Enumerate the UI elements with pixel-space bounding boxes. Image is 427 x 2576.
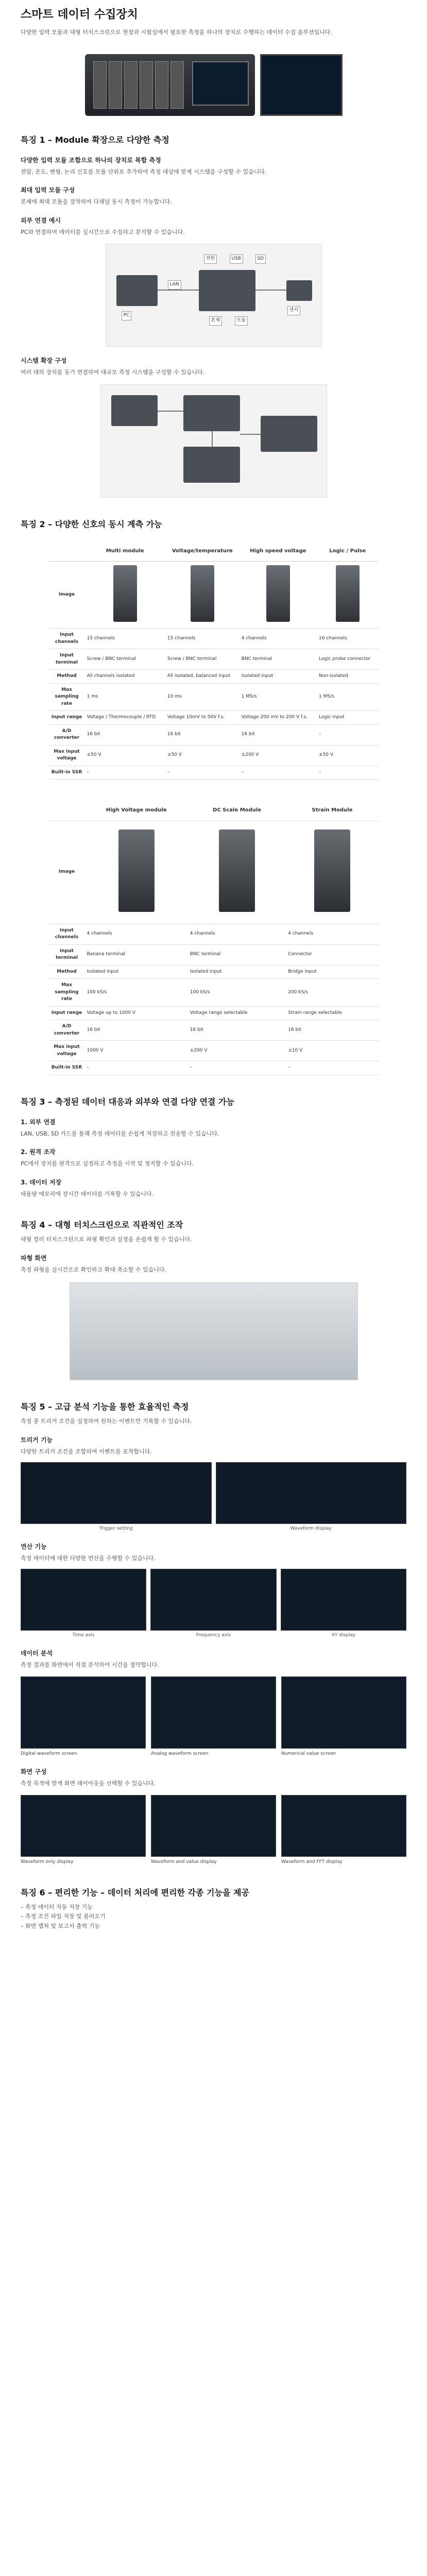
table-cell: BNC terminal <box>240 649 317 670</box>
table-cell: Voltage / Thermocouple / RTD <box>85 711 165 725</box>
table-row <box>49 821 379 924</box>
device-box <box>183 447 240 483</box>
table-row <box>49 766 379 779</box>
table-cell: ±200 V <box>240 745 317 766</box>
feature1-sub3: 외부 연결 예시 <box>21 216 61 224</box>
feature5-sub2: 연산 기능 <box>21 1543 47 1550</box>
module-image-cell <box>85 562 165 629</box>
table-cell: Voltage range selectable <box>188 1006 286 1020</box>
diagram-label: LAN <box>168 280 181 290</box>
table-cell: Banana terminal <box>85 944 188 965</box>
spec-table-2 <box>49 800 379 1075</box>
table-cell: – <box>317 766 378 779</box>
feature5-p3: 측정 데이터에 대한 다양한 연산을 수행할 수 있습니다. <box>21 1554 156 1562</box>
table-cell: Screw / BNC terminal <box>85 649 165 670</box>
feature4-p1: 대형 컬러 터치스크린으로 파형 확인과 설정을 손쉽게 할 수 있습니다. <box>21 1236 192 1243</box>
panel-image <box>281 1676 406 1749</box>
pc-box <box>116 275 158 306</box>
screenshot-caption: Trigger setting <box>99 1526 133 1531</box>
table-cell: 4 channels <box>286 924 378 944</box>
table-cell: 15 channels <box>165 629 240 649</box>
feature1-p4: 여러 대의 장치를 동기 연결하여 대규모 측정 시스템을 구성할 수 있습니다. <box>21 369 205 376</box>
table-cell: Bridge input <box>286 965 378 979</box>
table-header: Voltage/temperature <box>165 541 240 562</box>
feature5-p5: 측정 목적에 맞게 화면 레이아웃을 선택할 수 있습니다. <box>21 1780 156 1787</box>
panel-caption: Waveform and FFT display <box>281 1859 343 1865</box>
table-cell: Strain range selectable <box>286 1006 378 1020</box>
row-header: Input range <box>49 711 85 725</box>
feature5-p1: 측정 중 트리거 조건을 설정하여 원하는 이벤트만 기록할 수 있습니다. <box>21 1418 192 1425</box>
table-cell: ±10 V <box>286 1041 378 1061</box>
feature5-sub3: 데이터 분석 <box>21 1649 53 1657</box>
feature3-sub1: 1. 외부 연결 <box>21 1118 56 1126</box>
table-cell: 1 MS/s <box>240 683 317 711</box>
screenshot-block <box>21 1569 146 1639</box>
feature1-p3: PC와 연결하여 데이터를 실시간으로 수집하고 분석할 수 있습니다. <box>21 228 185 235</box>
diagram-label: 모듈 <box>235 316 248 326</box>
touchscreen-photo <box>70 1282 358 1380</box>
screenshot <box>216 1462 407 1524</box>
table-cell: Voltage up to 1000 V <box>85 1006 188 1020</box>
table-header: Logic / Pulse <box>317 541 378 562</box>
module-image <box>336 565 360 622</box>
table-row <box>49 979 379 1007</box>
feature4-p2: 측정 파형을 실시간으로 확인하고 확대 축소할 수 있습니다. <box>21 1266 166 1273</box>
module-slot <box>140 61 153 109</box>
connector-line <box>240 434 261 435</box>
table-cell: – <box>188 1061 286 1075</box>
panel-block <box>151 1676 276 1758</box>
module-image-cell <box>286 821 378 924</box>
table-row <box>49 649 379 670</box>
table-cell: All channels isolated <box>85 670 165 684</box>
module-slot <box>170 61 184 109</box>
row-header: Input range <box>49 1006 85 1020</box>
table-cell: ±50 V <box>165 745 240 766</box>
table-header: Multi module <box>85 541 165 562</box>
feature4-heading: 특징 4 – 대형 터치스크린으로 직관적인 조작 <box>21 1220 183 1230</box>
panel-block <box>21 1795 146 1866</box>
panel-caption: Waveform only display <box>21 1859 74 1865</box>
table-cell: 4 channels <box>240 629 317 649</box>
row-header: Built-in SSR <box>49 766 85 779</box>
table-header: Strain Module <box>286 800 378 821</box>
trigger-screenshots <box>21 1462 406 1533</box>
table-row <box>49 629 379 649</box>
module-image <box>118 829 155 912</box>
connector-line <box>158 411 183 412</box>
table-cell: 1 ms <box>85 683 165 711</box>
table-cell: Isolated input <box>85 965 188 979</box>
screen-image <box>260 54 343 116</box>
screenshot-caption: Frequency axis <box>196 1633 231 1638</box>
row-header: A/D converter <box>49 724 85 745</box>
feature5-sub1: 트리거 기능 <box>21 1436 53 1444</box>
diagram-label: SD <box>255 255 266 264</box>
row-header: Method <box>49 965 85 979</box>
feature1-sub1: 다양한 입력 모듈 조합으로 하나의 장치로 복합 측정 <box>21 156 161 164</box>
screenshot-block <box>216 1462 407 1533</box>
screenshot <box>21 1569 146 1631</box>
feature3-sub3: 3. 데이터 저장 <box>21 1178 62 1186</box>
row-header: Built-in SSR <box>49 1061 85 1075</box>
table-cell: 16 bit <box>85 724 165 745</box>
connector-line <box>212 431 213 447</box>
analysis-panels <box>21 1676 406 1758</box>
row-header: Max sampling rate <box>49 683 85 711</box>
feature1-p1: 전압, 온도, 변형, 논리 신호를 모듈 단위로 추가하여 측정 대상에 맞게 시스템을 구성할 수 있습니다. <box>21 168 267 175</box>
module-slot <box>109 61 122 109</box>
table-cell: – <box>85 766 165 779</box>
module-image-cell <box>85 821 188 924</box>
table-cell: Logic probe connector <box>317 649 378 670</box>
table-cell: 1000 V <box>85 1041 188 1061</box>
table-cell: 16 bit <box>165 724 240 745</box>
table-cell: 15 channels <box>85 629 165 649</box>
panel-image <box>151 1795 276 1857</box>
table-row <box>49 670 379 684</box>
layout-panels <box>21 1795 406 1866</box>
table-cell: – <box>240 766 317 779</box>
module-image <box>266 565 290 622</box>
feature6-list <box>21 1903 406 1931</box>
table-cell: Connector <box>286 944 378 965</box>
panel-image <box>21 1676 146 1749</box>
table-cell: Voltage 10mV to 50V f.s. <box>165 711 240 725</box>
table-cell: 100 kS/s <box>85 979 188 1007</box>
feature3-p2: PC에서 장치를 원격으로 설정하고 측정을 시작 및 정지할 수 있습니다. <box>21 1160 194 1167</box>
feature-item: – 측정 조건 파일 저장 및 불러오기 <box>21 1913 106 1920</box>
table-cell: ±50 V <box>85 745 165 766</box>
panel-image <box>281 1795 406 1857</box>
feature1-sub2: 최대 입력 모듈 구성 <box>21 187 75 194</box>
row-header: Max input voltage <box>49 745 85 766</box>
table-row <box>49 1006 379 1020</box>
table-cell: – <box>286 1061 378 1075</box>
diagram-label: PC <box>122 311 132 320</box>
module-image <box>191 565 214 622</box>
hero-image <box>21 52 406 118</box>
lead-text: 다양한 입력 모듈과 대형 터치스크린으로 현장과 시험실에서 필요한 측정을 하나의 장치로 수행하는 데이터 수집 솔루션입니다. <box>21 29 332 36</box>
system-diagram <box>100 384 327 498</box>
feature3-sub2: 2. 원격 조작 <box>21 1148 56 1156</box>
table-row <box>49 1061 379 1075</box>
feature1-sub4: 시스템 확장 구성 <box>21 357 67 364</box>
table-row <box>49 1020 379 1041</box>
feature4-sub1: 파형 화면 <box>21 1254 47 1262</box>
table-cell: Non-isolated <box>317 670 378 684</box>
module-image <box>219 829 255 912</box>
table-cell: 4 channels <box>85 924 188 944</box>
row-header: Input terminal <box>49 944 85 965</box>
table-cell: All isolated, balanced input <box>165 670 240 684</box>
feature6-heading: 특징 6 – 편리한 기능 – 데이터 처리에 편리한 각종 기능을 제공 <box>21 1887 249 1897</box>
table-header <box>49 800 85 821</box>
table1-heading: 특징 2 – 다양한 신호의 동시 계측 가능 <box>21 519 162 529</box>
screenshot-block <box>281 1569 406 1639</box>
table-header: High Voltage module <box>85 800 188 821</box>
table-row <box>49 1041 379 1061</box>
table-cell: 100 kS/s <box>188 979 286 1007</box>
feature3-heading: 특징 3 – 측정된 데이터 대응과 외부와 연결 다양 연결 가능 <box>21 1096 234 1107</box>
panel-block <box>151 1795 276 1866</box>
connection-diagram <box>106 244 322 347</box>
row-header: Method <box>49 670 85 684</box>
feature5-heading: 특징 5 – 고급 분석 기능을 통한 효율적인 측정 <box>21 1402 189 1412</box>
row-header: Input terminal <box>49 649 85 670</box>
table-cell: 16 bit <box>85 1020 188 1041</box>
table-cell: 16 channels <box>317 629 378 649</box>
feature1-p2: 본체에 최대 모듈을 장착하여 다채널 동시 측정이 가능합니다. <box>21 198 172 205</box>
pc-box <box>111 395 158 426</box>
device-image <box>85 54 255 116</box>
table-cell: – <box>85 1061 188 1075</box>
panel-block <box>281 1676 406 1758</box>
table-row <box>49 724 379 745</box>
diagram-label: 본체 <box>209 316 222 326</box>
row-header: Image <box>49 562 85 629</box>
feature-item: – 측정 데이터 자동 저장 기능 <box>21 1903 93 1910</box>
row-header: Input channels <box>49 629 85 649</box>
panel-block <box>281 1795 406 1866</box>
panel-caption: Waveform and value display <box>151 1859 217 1865</box>
connector-line <box>255 290 286 291</box>
table-row <box>49 965 379 979</box>
table-cell: Isolated input <box>188 965 286 979</box>
module-slot <box>155 61 168 109</box>
feature3-p1: LAN, USB, SD 카드를 통해 측정 데이터를 손쉽게 저장하고 전송할 수 있습니다. <box>21 1130 219 1137</box>
screenshot-caption: Waveform display <box>290 1526 332 1531</box>
feature5-sub4: 화면 구성 <box>21 1768 47 1775</box>
diagram-label: 센서 <box>287 306 300 315</box>
device-box <box>183 395 240 431</box>
feature3-p3: 대용량 메모리에 장시간 데이터를 기록할 수 있습니다. <box>21 1190 154 1197</box>
device-box <box>199 270 255 311</box>
table-cell: 16 bit <box>240 724 317 745</box>
table-row <box>49 745 379 766</box>
calc-screenshots <box>21 1569 406 1639</box>
screenshot-block <box>150 1569 276 1639</box>
panel-image <box>21 1795 146 1857</box>
device-screen <box>192 61 249 106</box>
panel-image <box>151 1676 276 1749</box>
table-row <box>49 562 379 629</box>
screenshot <box>150 1569 276 1631</box>
row-header: Max sampling rate <box>49 979 85 1007</box>
table-cell: BNC terminal <box>188 944 286 965</box>
table-cell: 200 kS/s <box>286 979 378 1007</box>
module-slot <box>124 61 138 109</box>
diagram-label: USB <box>230 255 243 264</box>
panel-caption: Analog waveform screen <box>151 1751 209 1756</box>
table-cell: – <box>317 724 378 745</box>
module-image-cell <box>188 821 286 924</box>
sensor-box <box>286 280 312 301</box>
table-cell: Voltage 200 mV to 200 V f.s. <box>240 711 317 725</box>
table-cell: Isolated input <box>240 670 317 684</box>
panel-block <box>21 1676 146 1758</box>
diagram-label: 전원 <box>204 255 217 264</box>
module-slot <box>93 61 107 109</box>
table-cell: Logic input <box>317 711 378 725</box>
feature5-p4: 측정 결과를 화면에서 직접 분석하여 시간을 절약합니다. <box>21 1661 159 1668</box>
table-cell: 4 channels <box>188 924 286 944</box>
row-header: Input channels <box>49 924 85 944</box>
table-header: DC Scale Module <box>188 800 286 821</box>
feature5-p2: 다양한 트리거 조건을 조합하여 이벤트를 포착합니다. <box>21 1448 152 1455</box>
screenshot <box>281 1569 406 1631</box>
table-row <box>49 924 379 944</box>
table-cell: – <box>165 766 240 779</box>
table-cell: ±200 V <box>188 1041 286 1061</box>
table-cell: Screw / BNC terminal <box>165 649 240 670</box>
table-cell: ±50 V <box>317 745 378 766</box>
table-header <box>49 541 85 562</box>
row-header: A/D converter <box>49 1020 85 1041</box>
page-title: 스마트 데이터 수집장치 <box>21 8 138 21</box>
spec-table-1 <box>49 541 379 780</box>
table-row <box>49 711 379 725</box>
table-row <box>49 944 379 965</box>
table-row <box>49 683 379 711</box>
screenshot-block <box>21 1462 212 1533</box>
feature-item: – 화면 캡처 및 보고서 출력 기능 <box>21 1922 100 1929</box>
module-image <box>113 565 137 622</box>
table-cell: 10 ms <box>165 683 240 711</box>
screenshot-caption: XY display <box>331 1633 356 1638</box>
table-cell: 16 bit <box>286 1020 378 1041</box>
table-cell: 1 MS/s <box>317 683 378 711</box>
module-image-cell <box>317 562 378 629</box>
row-header: Image <box>49 821 85 924</box>
device-box <box>261 416 317 452</box>
table-header: High speed voltage <box>240 541 317 562</box>
connector-line <box>158 290 199 291</box>
panel-caption: Digital waveform screen <box>21 1751 77 1756</box>
module-image-cell <box>240 562 317 629</box>
module-image <box>314 829 350 912</box>
table-cell: 16 bit <box>188 1020 286 1041</box>
feature1-heading: 특징 1 – Module 확장으로 다양한 측정 <box>21 134 169 145</box>
module-image-cell <box>165 562 240 629</box>
screenshot-caption: Time axis <box>72 1633 95 1638</box>
panel-caption: Numerical value screen <box>281 1751 336 1756</box>
screenshot <box>21 1462 212 1524</box>
row-header: Max input voltage <box>49 1041 85 1061</box>
